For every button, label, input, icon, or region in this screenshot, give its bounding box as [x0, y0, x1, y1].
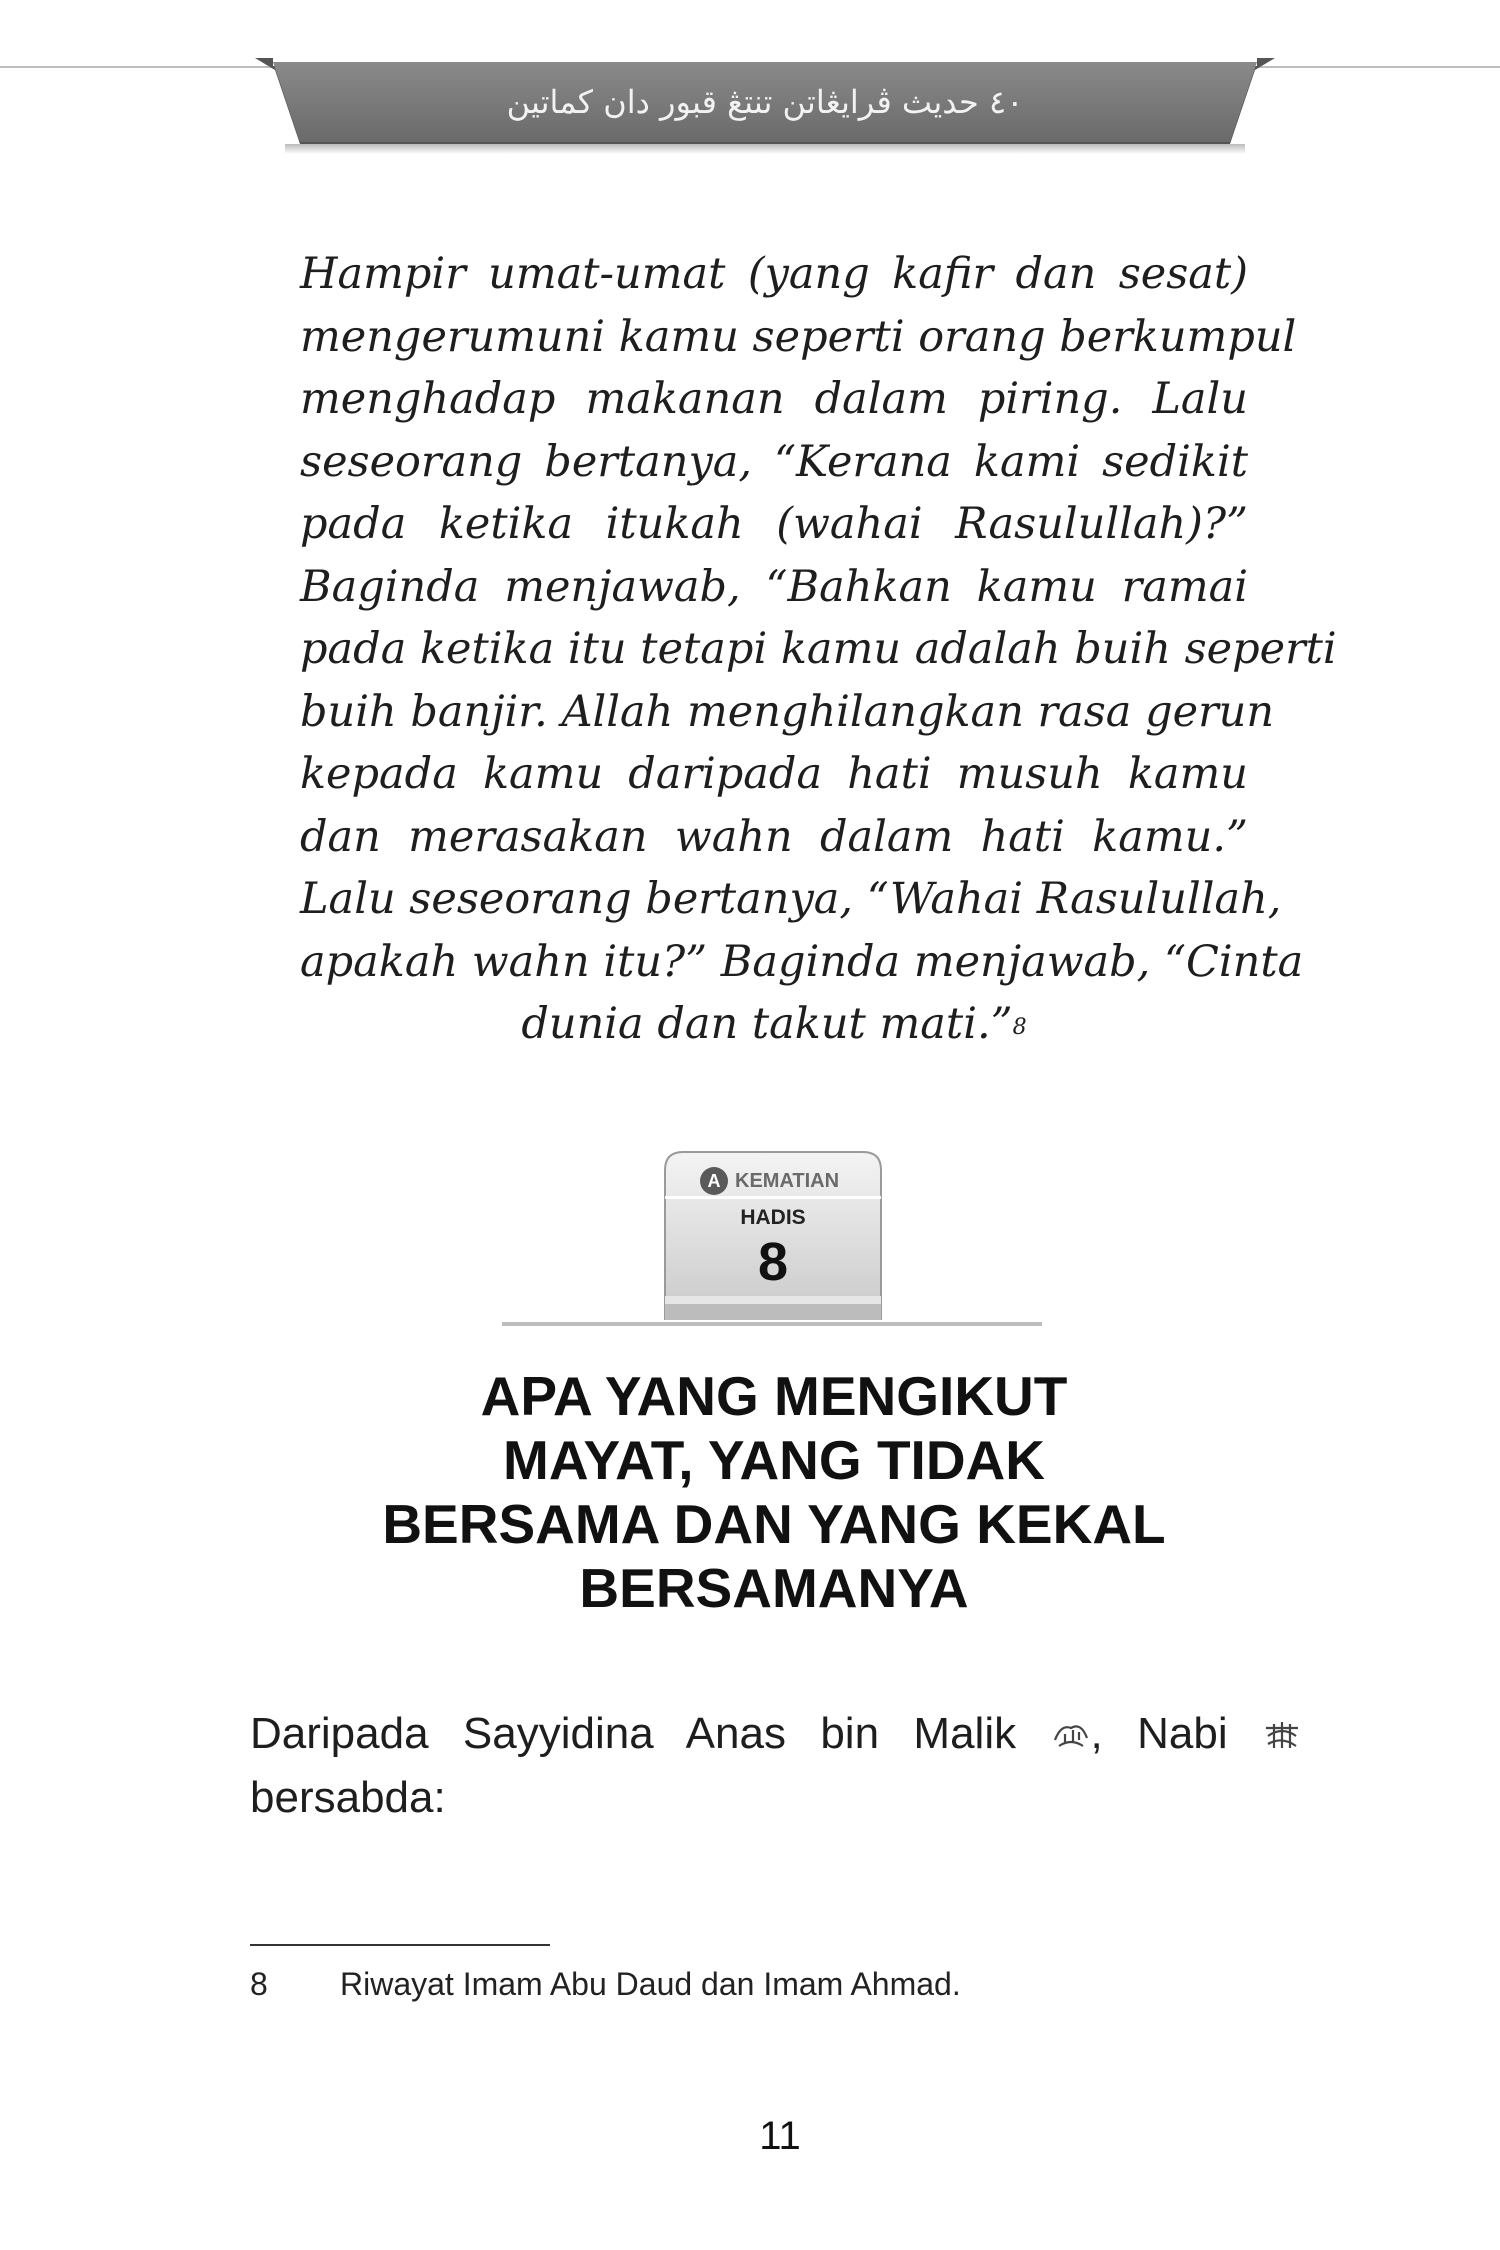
quote-line: dunia dan takut mati.” — [521, 999, 1013, 1049]
hadis-number: 8 — [757, 1232, 789, 1292]
footnote-text: Riwayat Imam Abu Daud dan Imam Ahmad. — [340, 1966, 961, 2002]
hadis-label: HADIS — [740, 1206, 806, 1229]
body-text-segment: , Nabi — [1090, 1709, 1228, 1758]
quote-line: pada ketika itu tetapi kamu adalah buih seperti — [300, 624, 1337, 674]
footnote-rule — [250, 1944, 550, 1946]
quote-line: Hampir umat-umat (yang kafir dan sesat) — [300, 249, 1248, 299]
sallallahu-alaihi-wasallam-glyph-icon — [1262, 1718, 1302, 1754]
quote-line: apakah wahn itu?” Baginda menjawab, “Cinta — [300, 936, 1304, 987]
title-line: APA YANG MENGIKUT — [480, 1365, 1068, 1427]
title-line: BERSAMA DAN YANG KEKAL — [382, 1493, 1166, 1555]
quote-line: kepada kamu daripada hati musuh kamu — [300, 749, 1248, 799]
body-line — [250, 1702, 1302, 1766]
footnote-number: 8 — [250, 1966, 268, 2002]
quote-line: Baginda menjawab, “Bahkan kamu ramai — [300, 561, 1248, 612]
section-letter-badge: A — [700, 1167, 728, 1195]
body-line: bersabda: — [250, 1773, 446, 1822]
chapter-title — [300, 1364, 1248, 1620]
page-number: 11 — [759, 2114, 801, 2158]
category-label: KEMATIAN — [735, 1170, 840, 1192]
quote-line: seseorang bertanya, “Kerana kami sedikit — [300, 436, 1248, 487]
title-line: MAYAT, YANG TIDAK — [503, 1429, 1045, 1491]
running-title: ٤٠ حديث ڤرايڠاتن تنتڠ قبور دان كماتين — [506, 83, 1024, 121]
quote-line: pada ketika itukah (wahai Rasulullah)?” — [300, 499, 1248, 549]
body-text-segment: Daripada Sayyidina Anas bin Malik — [250, 1709, 1017, 1758]
radhiyallahu-anhu-glyph-icon — [1051, 1718, 1091, 1754]
section-divider — [502, 1322, 1042, 1326]
quote-line: Lalu seseorang bertanya, “Wahai Rasulullah, — [300, 874, 1282, 924]
footnote-reference[interactable]: 8 — [1012, 1015, 1027, 1040]
quote-line: menghadap makanan dalam piring. Lalu — [300, 374, 1248, 424]
body-paragraph — [250, 1702, 1302, 1830]
hadith-quote — [300, 243, 1337, 1056]
quote-last-line — [300, 993, 1248, 1056]
title-line: BERSAMANYA — [579, 1557, 969, 1619]
quote-line: mengerumuni kamu seperti orang berkumpul — [300, 311, 1297, 362]
quote-line: buih banjir. Allah menghilangkan rasa gerun — [300, 686, 1275, 737]
quote-line: dan merasakan wahn dalam hati kamu.” — [300, 811, 1248, 862]
